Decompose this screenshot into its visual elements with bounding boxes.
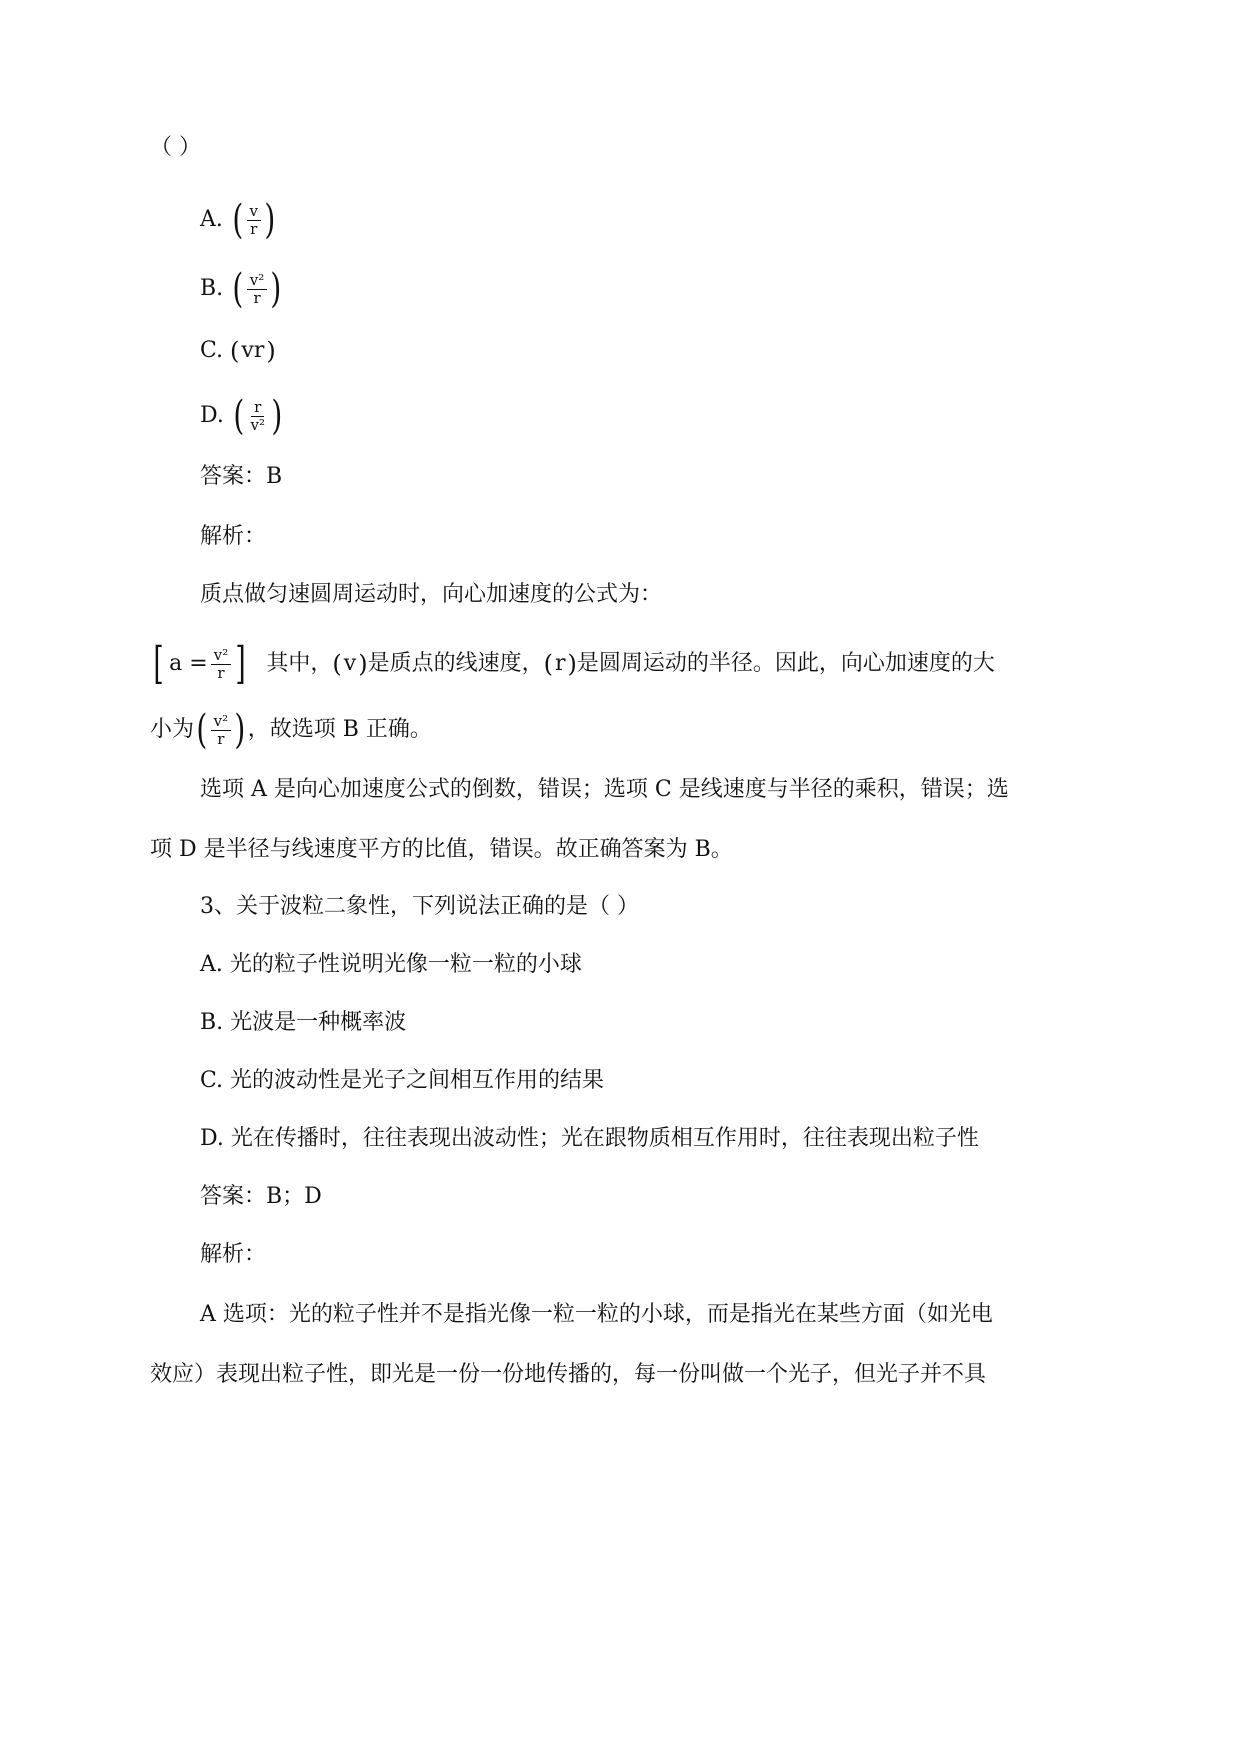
analysis-intro-q2: 质点做匀速圆周运动时，向心加速度的公式为： [200, 582, 663, 607]
fraction [247, 201, 261, 238]
question-blank-paren: （ ） [150, 135, 201, 160]
close-paren: ) [266, 337, 276, 365]
close-paren: ) [234, 707, 246, 753]
explanation-text: 小为 [150, 717, 195, 742]
open-bracket: [ [153, 638, 164, 689]
option-d-formula [231, 393, 285, 439]
answer-q3: 答案：B；D [200, 1184, 322, 1209]
analysis-q3-line2: 效应）表现出粒子性，即光是一份一份地传播的，每一份叫做一个光子，但光子并不具 [150, 1362, 987, 1387]
q3-option-c: C. 光的波动性是光子之间相互作用的结果 [200, 1068, 605, 1093]
explanation-text: 是质点的线速度， [367, 651, 544, 676]
analysis-formula-line [150, 638, 1050, 689]
velocity-symbol: ( v ) [332, 650, 368, 678]
variable-r: r [554, 651, 566, 676]
option-c [200, 336, 1100, 366]
explanation-text: 是圆周运动的半径。因此，向心加速度的大 [576, 651, 995, 676]
option-a [200, 197, 1100, 243]
analysis-label-q2: 解析： [200, 524, 267, 549]
numerator: v² [211, 648, 232, 665]
numerator: v² [247, 273, 268, 290]
expression: vr [241, 338, 265, 363]
denominator: v² [250, 415, 265, 434]
analysis-conclusion-line [150, 707, 1050, 753]
option-d-label: D. [200, 403, 224, 428]
answer-q2: 答案：B [200, 464, 283, 489]
explanation-text: ，故选项 B 正确。 [247, 717, 432, 742]
option-b-formula [230, 266, 284, 312]
variable-v: v [343, 651, 357, 676]
option-a-formula [230, 197, 278, 243]
numerator: r [251, 400, 264, 417]
analysis-para2-line2: 项 D 是半径与线速度平方的比值，错误。故正确答案为 B。 [150, 837, 733, 862]
close-bracket: ] [235, 638, 246, 689]
denominator: r [217, 663, 225, 682]
denominator: r [250, 219, 258, 238]
denominator: r [253, 288, 261, 307]
radius-symbol: ( r ) [543, 650, 577, 678]
numerator: v² [211, 714, 232, 731]
option-a-label: A. [200, 207, 223, 232]
q3-option-b: B. 光波是一种概率波 [200, 1010, 407, 1035]
option-d [200, 393, 1100, 439]
analysis-q3-line1: A 选项：光的粒子性并不是指光像一粒一粒的小球，而是指光在某些方面（如光电 [200, 1302, 993, 1327]
analysis-para2-line1: 选项 A 是向心加速度公式的倒数，错误；选项 C 是线速度与半径的乘积，错误；选 [200, 777, 1009, 802]
option-b [200, 266, 1100, 312]
question-3: 3、关于波粒二象性，下列说法正确的是（ ） [200, 894, 639, 919]
q3-option-a: A. 光的粒子性说明光像一粒一粒的小球 [200, 952, 582, 977]
q3-option-d: D. 光在传播时，往往表现出波动性；光在跟物质相互作用时，往往表现出粒子性 [200, 1126, 979, 1151]
fraction [247, 270, 268, 307]
option-c-formula [230, 336, 276, 366]
open-paren: ( [230, 337, 240, 365]
open-paren: ( [232, 197, 244, 243]
open-paren: ( [196, 707, 208, 753]
close-paren: ) [270, 266, 282, 312]
formula-lhs: a = [169, 651, 208, 676]
explanation-text: 其中， [266, 651, 333, 676]
fraction [211, 711, 232, 748]
analysis-label-q3: 解析： [200, 1242, 267, 1267]
option-b-label: B. [200, 276, 224, 301]
close-paren: ) [264, 197, 276, 243]
close-paren: ) [271, 393, 283, 439]
open-paren: ( [233, 393, 245, 439]
fraction [247, 397, 268, 434]
denominator: r [217, 729, 225, 748]
open-paren: ( [232, 266, 244, 312]
magnitude-formula [194, 707, 248, 753]
centripetal-formula [150, 638, 249, 689]
fraction [211, 645, 232, 682]
numerator: v [247, 204, 261, 221]
option-c-label: C. [200, 338, 224, 363]
